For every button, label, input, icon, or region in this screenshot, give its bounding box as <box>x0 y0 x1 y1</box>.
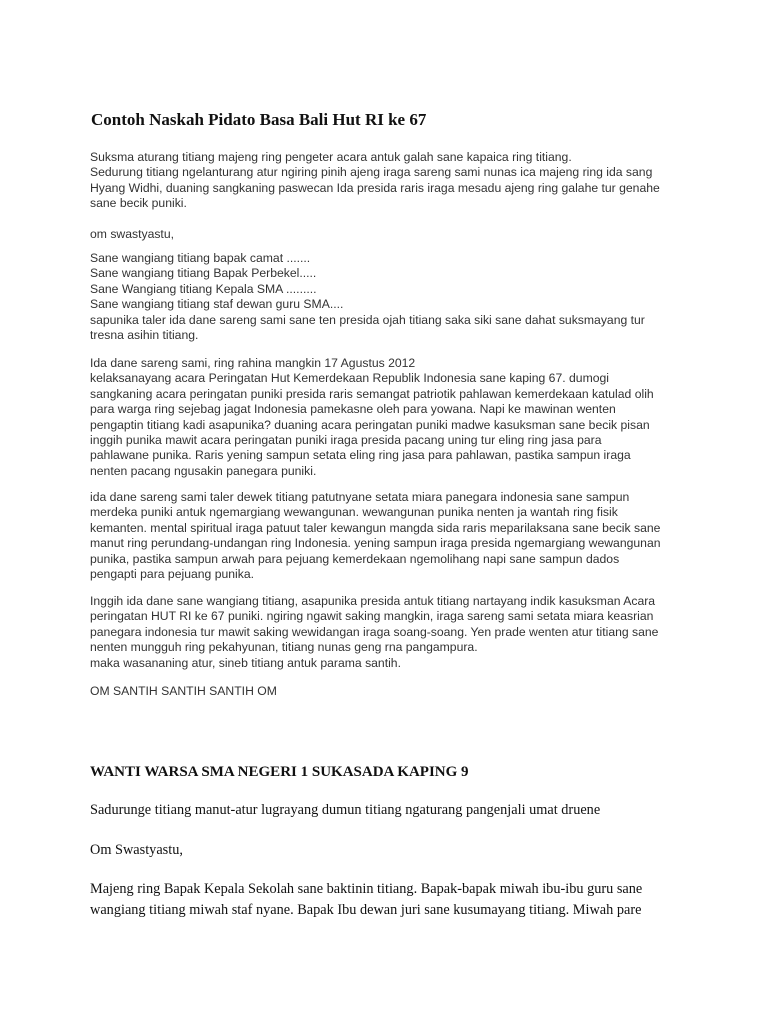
text-line: nenten pacang ngusakin panegara puniki. <box>90 463 317 478</box>
text-line: Inggih ida dane sane wangiang titiang, asapunika presida antuk titiang nartayang indik kasuksman Acara <box>90 594 656 608</box>
text-line: sangkaning acara peringatan puniki presida raris semangat patriotik pahlawan kemerdekaan katulad olih <box>90 386 654 401</box>
paragraph-addressees-2 <box>90 879 690 921</box>
text-line: sane becik puniki. <box>90 196 187 211</box>
text-line: Sane wangiang titiang bapak camat ....... <box>90 251 311 265</box>
text-line: wangiang titiang miwah staf nyane. Bapak Ibu dewan juri sane kusumayang titiang. Miwah pare <box>90 902 642 918</box>
text-line: Sane wangiang titiang Bapak Perbekel..... <box>90 266 317 281</box>
text-line: Sane wangiang titiang staf dewan guru SMA.... <box>90 297 344 312</box>
text-line: kemanten. mental spiritual iraga patuut taler kewangun mangda sida raris meparilaksana sane becik sane <box>90 520 661 535</box>
text-line: inggih punika mawit acara peringatan puniki iraga presida pacang uning tur eling ring jasa para <box>90 433 602 448</box>
text-line: Sane Wangiang titiang Kepala SMA ......... <box>90 281 317 296</box>
document-title: Contoh Naskah Pidato Basa Bali Hut RI ke 67 <box>91 110 427 129</box>
text-line: Suksma aturang titiang majeng ring pengeter acara antuk galah sane kapaica ring titiang. <box>90 150 572 164</box>
text-line: om swastyastu, <box>90 227 174 241</box>
text-line: Sedurung titiang ngelanturang atur ngiring pinih ajeng iraga sareng sami nunas ica majeng ring ida sang <box>90 165 653 180</box>
text-line: tresna asihin titiang. <box>90 328 199 343</box>
text-line: merdeka puniki antuk ngemargiang wewangunan. wewangunan punika nenten ja wantah ring fisik <box>90 505 618 520</box>
paragraph-santih <box>90 684 690 699</box>
paragraph-main-2 <box>90 490 690 582</box>
paragraph-closing <box>90 594 690 671</box>
text-line: para warga ring sejebag jagat Indonesia pamekasne oleh para yowana. Napi ke mawinan wenten <box>90 402 616 417</box>
paragraph-intro <box>90 150 690 212</box>
text-line: Hyang Widhi, duaning sangkaning paswecan Ida presida raris iraga mesadu ajeng ring galahe tur genahe <box>90 180 660 195</box>
text-line: sapunika taler ida dane sareng sami sane ten presida ojah titiang saka siki sane dahat suksmayang tur <box>90 312 645 327</box>
text-line: Sadurunge titiang manut-atur lugrayang dumun titiang ngaturang pangenjali umat druene <box>90 802 601 818</box>
text-line: Om Swastyastu, <box>90 842 183 858</box>
text-line: OM SANTIH SANTIH SANTIH OM <box>90 684 277 698</box>
text-line: pahlawane punika. Raris yening sampun setata eling ring jasa para pahlawan, pastika sampun iraga <box>90 448 631 463</box>
paragraph-opening <box>90 800 690 821</box>
text-line: panegara indonesia tur mawit saking wewidangan iraga soang-soang. Yen prade wenten atur titiang sane <box>90 624 659 639</box>
text-line: kelaksanayang acara Peringatan Hut Kemerdekaan Republik Indonesia sane kaping 67. dumogi <box>90 371 609 386</box>
text-line: Ida dane sareng sami, ring rahina mangkin 17 Agustus 2012 <box>90 356 416 370</box>
text-line: pengaptin titiang kadi asapunika? duaning acara peringatan puniki madwe kasuksman sane becik pisan <box>90 417 650 432</box>
paragraph-greeting-2 <box>90 840 690 861</box>
paragraph-addressees <box>90 251 690 343</box>
text-line: ida dane sareng sami taler dewek titiang patutnyane setata miara panegara indonesia sane sampun <box>90 490 630 504</box>
text-line: maka wasananing atur, sineb titiang antuk parama santih. <box>90 655 401 670</box>
text-line: pengapti para pejuang punika. <box>90 567 254 582</box>
text-line: nenten mungguh ring pekahyunan, titiang nunas geng rna pangampura. <box>90 640 478 655</box>
paragraph-greeting <box>90 227 690 242</box>
paragraph-main-1 <box>90 356 690 479</box>
text-line: punika, pastika sampun arwah para pejuang kemerdekaan ngemolihang napi sane sampun dados <box>90 551 620 566</box>
text-line: Majeng ring Bapak Kepala Sekolah sane baktinin titiang. Bapak-bapak miwah ibu-ibu guru sane <box>90 881 643 897</box>
section-title: WANTI WARSA SMA NEGERI 1 SUKASADA KAPING 9 <box>90 764 469 780</box>
text-line: peringatan HUT RI ke 67 puniki. ngiring ngawit saking mangkin, iraga sareng sami setata miara keasrian <box>90 609 654 624</box>
text-line: manut ring perundang-undangan ring Indonesia. yening sampun iraga presida ngemargiang wewangunan <box>90 536 661 551</box>
